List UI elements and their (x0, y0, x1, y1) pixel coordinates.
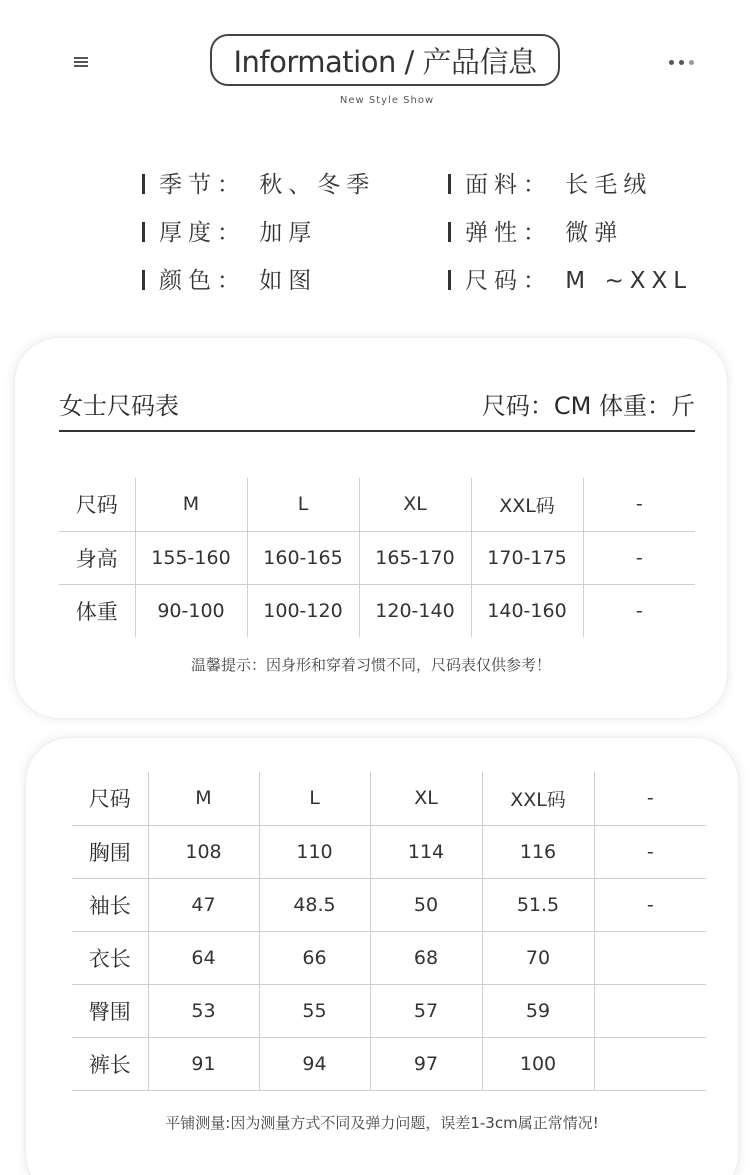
column-header: M (148, 772, 259, 825)
more-icon[interactable] (669, 60, 694, 65)
table-cell: 120-140 (359, 584, 471, 637)
row-label: 尺码 (72, 772, 148, 825)
table-cell: 57 (370, 984, 482, 1037)
table-cell: 97 (370, 1037, 482, 1090)
table-cell: 108 (148, 825, 259, 878)
divider-bar (448, 174, 451, 194)
row-label: 身高 (59, 531, 135, 584)
table-cell: 155-160 (135, 531, 247, 584)
table-cell: 165-170 (359, 531, 471, 584)
table-cell (594, 1037, 706, 1090)
menu-icon[interactable] (74, 57, 88, 69)
column-header: M (135, 478, 247, 531)
column-header: L (247, 478, 359, 531)
table-cell: 51.5 (482, 878, 594, 931)
row-label: 尺码 (59, 478, 135, 531)
table-cell: 90-100 (135, 584, 247, 637)
divider-bar (448, 222, 451, 242)
column-header: XL (370, 772, 482, 825)
table-row (72, 825, 706, 878)
table-cell: - (594, 878, 706, 931)
size-table (59, 478, 695, 637)
size-chart-units: 尺码：CM 体重：斤 (481, 392, 695, 420)
table-cell: 53 (148, 984, 259, 1037)
table-row (72, 931, 706, 984)
table-cell: 160-165 (247, 531, 359, 584)
table-row (72, 878, 706, 931)
size-chart-card (15, 338, 727, 718)
divider-bar (142, 174, 145, 194)
table-cell (594, 931, 706, 984)
table-row (72, 1037, 706, 1090)
table-cell: - (594, 825, 706, 878)
page-subtitle: New Style Show (339, 95, 435, 106)
info-fabric-text: 面料： 长毛绒 (465, 172, 653, 198)
table-cell: 100 (482, 1037, 594, 1090)
table-cell: 110 (259, 825, 370, 878)
table-cell: 66 (259, 931, 370, 984)
table-cell: 100-120 (247, 584, 359, 637)
measure-chart-card (26, 738, 738, 1175)
row-label: 体重 (75, 599, 118, 624)
table-cell: 47 (148, 878, 259, 931)
info-season (142, 170, 375, 200)
row-label: 袖长 (72, 878, 148, 931)
table-row (59, 584, 695, 637)
info-color (142, 266, 317, 296)
table-cell: 170-175 (471, 531, 583, 584)
column-header: - (583, 478, 695, 531)
table-cell: 70 (482, 931, 594, 984)
table-cell: - (583, 584, 695, 637)
table-cell: - (583, 531, 695, 584)
table-row (72, 984, 706, 1037)
table-cell: 91 (148, 1037, 259, 1090)
column-header: XL (359, 478, 471, 531)
table-cell: 50 (370, 878, 482, 931)
header-divider (59, 430, 695, 432)
info-thickness-text: 厚度： 加厚 (159, 220, 318, 246)
table-row (59, 531, 695, 584)
info-season-text: 季节： 秋、冬季 (159, 172, 376, 198)
info-elasticity-text: 弹性： 微弹 (465, 220, 624, 246)
table-cell: 94 (259, 1037, 370, 1090)
info-fabric (448, 170, 652, 200)
column-header: - (594, 772, 706, 825)
table-cell: 59 (482, 984, 594, 1037)
table-row (59, 478, 695, 531)
table-row (72, 772, 706, 825)
table-cell: 48.5 (259, 878, 370, 931)
table-cell: 116 (482, 825, 594, 878)
divider-bar (142, 222, 145, 242)
info-elasticity (448, 218, 623, 248)
table-cell: 140-160 (471, 584, 583, 637)
table-cell: 64 (148, 931, 259, 984)
size-chart-title: 女士尺码表 (59, 392, 179, 420)
table-cell (594, 984, 706, 1037)
column-header: XXL码 (482, 772, 594, 825)
row-label: 臀围 (72, 984, 148, 1037)
info-size (448, 266, 692, 296)
table-cell: 114 (370, 825, 482, 878)
column-header: XXL码 (471, 478, 583, 531)
divider-bar (142, 270, 145, 290)
column-header: L (259, 772, 370, 825)
page-title: Information / 产品信息 (210, 34, 560, 86)
table-cell: 68 (370, 931, 482, 984)
measure-chart-note: 平铺测量:因为测量方式不同及弹力问题，误差1-3cm属正常情况! (165, 1114, 599, 1132)
measure-table (72, 772, 706, 1091)
info-thickness (142, 218, 317, 248)
divider-bar (448, 270, 451, 290)
size-chart-note: 温馨提示：因身形和穿着习惯不同，尺码表仅供参考！ (190, 656, 551, 674)
table-cell: 55 (259, 984, 370, 1037)
row-label: 衣长 (72, 931, 148, 984)
info-size-text: 尺码： M ~XXL (465, 268, 693, 294)
info-color-text: 颜色： 如图 (159, 268, 318, 294)
row-label: 胸围 (72, 825, 148, 878)
row-label: 裤长 (72, 1037, 148, 1090)
